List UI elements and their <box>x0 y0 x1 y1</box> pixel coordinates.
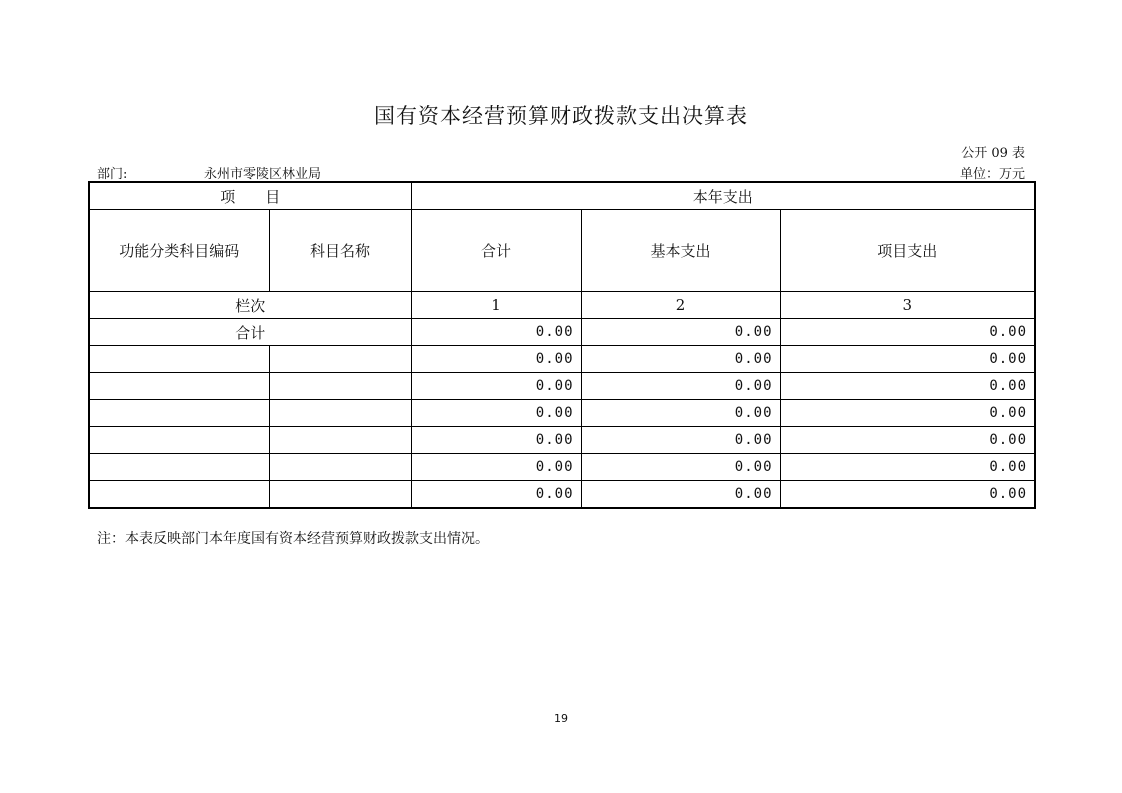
row-subject-name <box>269 454 411 481</box>
table-row <box>89 373 1035 400</box>
row-subject-name <box>269 346 411 373</box>
row-project: 0.00 <box>780 427 1035 454</box>
header-total: 合计 <box>411 210 581 292</box>
row-func-code <box>89 454 269 481</box>
column-index-label: 栏次 <box>89 292 411 319</box>
row-project: 0.00 <box>780 373 1035 400</box>
unit-label: 单位：万元 <box>959 167 1025 182</box>
table-row <box>89 481 1035 509</box>
row-subject-name <box>269 427 411 454</box>
row-total: 0.00 <box>411 346 581 373</box>
table-row <box>89 427 1035 454</box>
row-total: 0.00 <box>411 373 581 400</box>
total-row-project: 0.00 <box>780 319 1035 346</box>
row-basic: 0.00 <box>581 400 780 427</box>
table-row <box>89 400 1035 427</box>
row-func-code <box>89 481 269 509</box>
row-project: 0.00 <box>780 481 1035 509</box>
row-func-code <box>89 346 269 373</box>
column-index-1: 1 <box>411 292 581 319</box>
page-title: 国有资本经营预算财政拨款支出决算表 <box>374 104 748 128</box>
table-row <box>89 346 1035 373</box>
department-name: 永州市零陵区林业局 <box>204 167 322 182</box>
header-subject-name: 科目名称 <box>269 210 411 292</box>
header-project-expense: 项目支出 <box>780 210 1035 292</box>
row-total: 0.00 <box>411 400 581 427</box>
row-project: 0.00 <box>780 454 1035 481</box>
row-subject-name <box>269 481 411 509</box>
total-row <box>89 319 1035 346</box>
row-func-code <box>89 427 269 454</box>
total-row-basic: 0.00 <box>581 319 780 346</box>
header-row-1 <box>89 182 1035 210</box>
header-project: 项 目 <box>89 182 411 210</box>
row-project: 0.00 <box>780 346 1035 373</box>
row-func-code <box>89 373 269 400</box>
header-row-2 <box>89 210 1035 292</box>
row-basic: 0.00 <box>581 373 780 400</box>
page-number: 19 <box>554 712 568 725</box>
row-basic: 0.00 <box>581 481 780 509</box>
row-func-code <box>89 400 269 427</box>
total-row-total: 0.00 <box>411 319 581 346</box>
row-basic: 0.00 <box>581 427 780 454</box>
table-note: 注：本表反映部门本年度国有资本经营预算财政拨款支出情况。 <box>97 531 489 547</box>
row-total: 0.00 <box>411 427 581 454</box>
row-basic: 0.00 <box>581 454 780 481</box>
expenditure-table <box>88 181 1036 509</box>
column-index-3: 3 <box>780 292 1035 319</box>
header-func-code: 功能分类科目编码 <box>89 210 269 292</box>
column-index-row <box>89 292 1035 319</box>
total-row-label: 合计 <box>89 319 411 346</box>
row-project: 0.00 <box>780 400 1035 427</box>
column-index-2: 2 <box>581 292 780 319</box>
form-code: 公开 09 表 <box>961 146 1025 161</box>
row-basic: 0.00 <box>581 346 780 373</box>
row-total: 0.00 <box>411 454 581 481</box>
header-basic: 基本支出 <box>581 210 780 292</box>
table-row <box>89 454 1035 481</box>
row-subject-name <box>269 373 411 400</box>
row-total: 0.00 <box>411 481 581 509</box>
row-subject-name <box>269 400 411 427</box>
department-label: 部门: <box>97 167 128 182</box>
header-current-year: 本年支出 <box>411 182 1035 210</box>
